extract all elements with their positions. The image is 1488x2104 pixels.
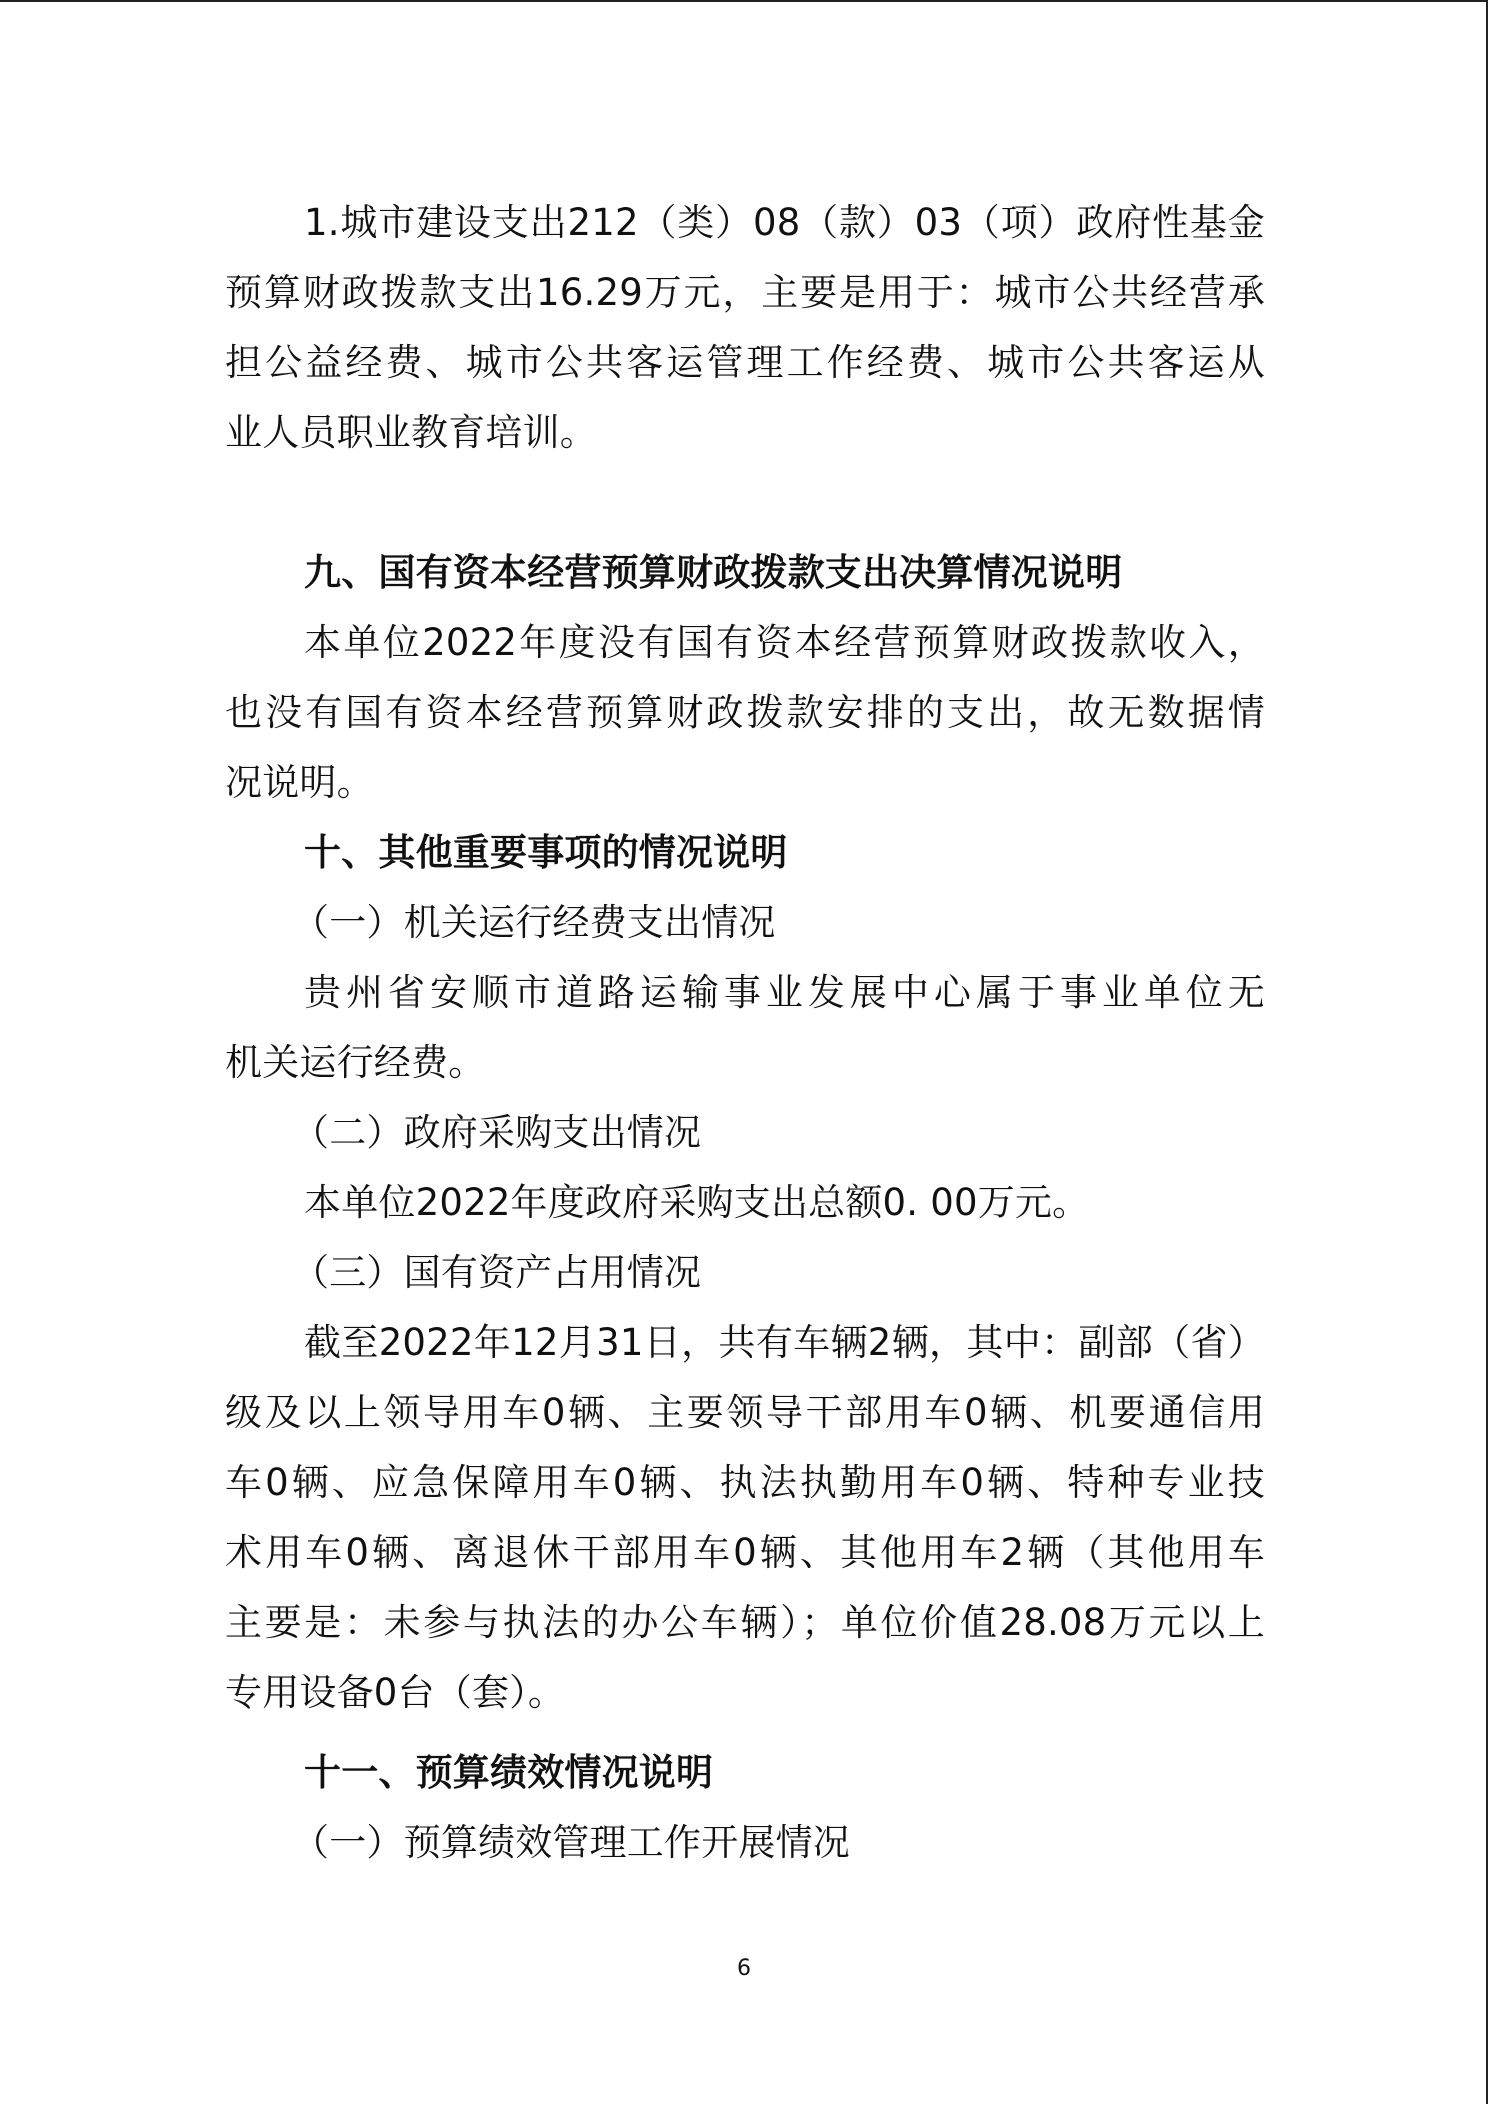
section-1-item-line-2: 预算财政拨款支出16.29万元，主要是用于：城市公共经营承 xyxy=(225,271,1265,314)
para-10-3-line-6: 专用设备0台（套）。 xyxy=(225,1671,566,1714)
heading-section-10: 十、其他重要事项的情况说明 xyxy=(304,831,788,874)
para-10-2: 本单位2022年度政府采购支出总额0. 00万元。 xyxy=(304,1181,1090,1224)
para-9-line-1: 本单位2022年度没有国有资本经营预算财政拨款收入， xyxy=(304,621,1265,664)
heading-section-9: 九、国有资本经营预算财政拨款支出决算情况说明 xyxy=(304,551,1123,594)
para-10-3-line-4: 术用车0辆、离退休干部用车0辆、其他用车2辆（其他用车 xyxy=(225,1531,1265,1574)
subheading-10-3: （三）国有资产占用情况 xyxy=(292,1251,702,1294)
section-1-item-line-3: 担公益经费、城市公共客运管理工作经费、城市公共客运从 xyxy=(225,341,1265,384)
para-10-3-line-5: 主要是：未参与执法的办公车辆）；单位价值28.08万元以上 xyxy=(225,1601,1265,1644)
subheading-10-1: （一）机关运行经费支出情况 xyxy=(292,901,776,944)
para-9-line-2: 也没有国有资本经营预算财政拨款安排的支出，故无数据情 xyxy=(225,691,1265,734)
section-1-item-line-4: 业人员职业教育培训。 xyxy=(225,411,597,454)
para-9-line-3: 况说明。 xyxy=(225,761,374,804)
para-10-1-line-2: 机关运行经费。 xyxy=(225,1041,486,1084)
page-number: 6 xyxy=(737,1956,751,1981)
subheading-11-1: （一）预算绩效管理工作开展情况 xyxy=(292,1821,850,1864)
subheading-10-2: （二）政府采购支出情况 xyxy=(292,1111,702,1154)
para-10-1-line-1: 贵州省安顺市道路运输事业发展中心属于事业单位无 xyxy=(304,971,1265,1014)
heading-section-11: 十一、预算绩效情况说明 xyxy=(304,1751,714,1794)
para-10-3-line-2: 级及以上领导用车0辆、主要领导干部用车0辆、机要通信用 xyxy=(225,1391,1265,1434)
para-10-3-line-3: 车0辆、应急保障用车0辆、执法执勤用车0辆、特种专业技 xyxy=(225,1461,1265,1504)
para-10-3-line-1: 截至2022年12月31日，共有车辆2辆，其中：副部（省） xyxy=(304,1321,1265,1364)
section-1-item-line-1: 1.城市建设支出212（类）08（款）03（项）政府性基金 xyxy=(304,201,1265,244)
